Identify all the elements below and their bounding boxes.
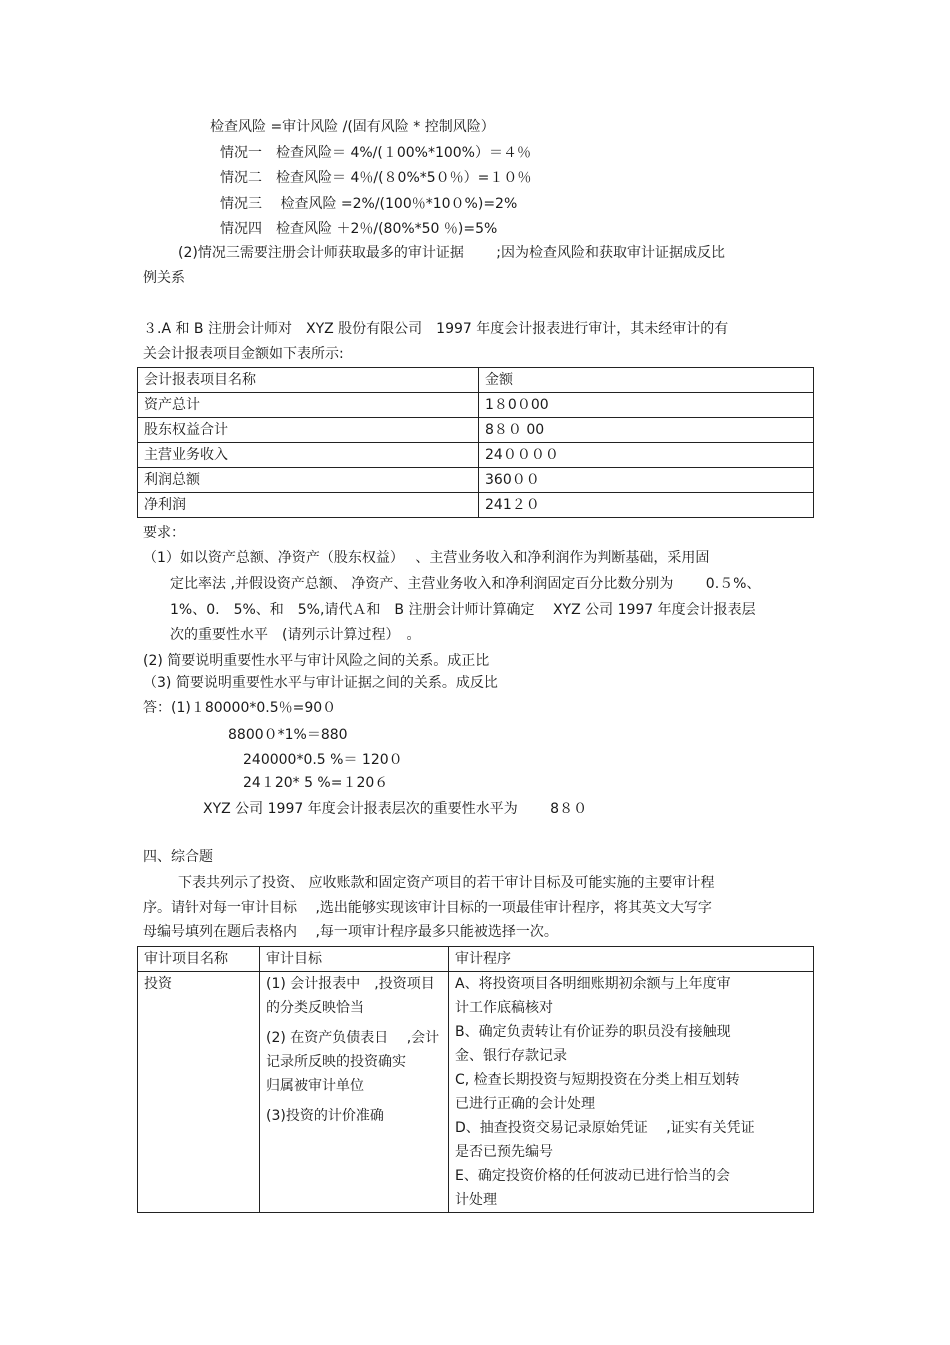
objective-1-line1: (1) 会计报表中 ,投资项目	[266, 976, 435, 992]
req3-line: （3) 简要说明重要性水平与审计证据之间的关系。成反比	[143, 675, 498, 691]
audit-objectives-cell	[260, 972, 449, 1213]
q3-intro-line2: 关会计报表项目金额如下表所示:	[143, 346, 344, 362]
answer2-line1: (2)情况三需要注册会计师获取最多的审计证据 ;因为检查风险和获取审计证据成反比	[178, 245, 725, 261]
table-row	[138, 468, 814, 493]
objective-2-line3: 归属被审计单位	[266, 1078, 364, 1094]
case4-line: 情况四 检查风险 ＋2％/(80%*50 ％)=5%	[220, 221, 498, 237]
audit-procedures-table	[137, 946, 814, 1213]
procedure-a-line2: 计工作底稿核对	[455, 1000, 553, 1016]
answer-line1: 答：(1)１80000*0.5％=90０	[143, 700, 337, 716]
objective-2-line2: 记录所反映的投资确实	[266, 1054, 406, 1070]
procedure-b-line2: 金、银行存款记录	[455, 1048, 567, 1064]
table-header-row	[138, 368, 814, 393]
header-item-name: 会计报表项目名称	[138, 368, 479, 393]
answer2-line2: 例关系	[143, 270, 185, 286]
audit-item-cell	[138, 972, 260, 1213]
amount-cell: 241２０	[479, 493, 814, 518]
objective-2-line1: (2) 在资产负债表日 ,会计	[266, 1030, 440, 1046]
header-audit-procedure: 审计程序	[449, 947, 814, 972]
objective-3-line1: (3)投资的计价准确	[266, 1108, 384, 1124]
amount-cell: 1８0０00	[479, 393, 814, 418]
table-row	[138, 443, 814, 468]
case3-line: 情况三 检查风险 =2%/(100％*10０%)=2%	[220, 196, 518, 212]
req1-line2: 定比率法 ,并假设资产总额、 净资产、主营业务收入和净利润固定百分比数分别为 0.５%、	[170, 576, 761, 592]
answer-line4: 24１20* 5 %=１20６	[243, 775, 389, 791]
section4-intro-line1: 下表共列示了投资、 应收账款和固定资产项目的若干审计目标及可能实施的主要审计程	[178, 875, 715, 891]
req1-line1: （1）如以资产总额、净资产（股东权益） 、主营业务收入和净利润作为判断基础，采用固	[143, 550, 710, 566]
item-name-cell: 股东权益合计	[138, 418, 479, 443]
table-row	[138, 972, 814, 1213]
procedure-d-line2: 是否已预先编号	[455, 1144, 553, 1160]
formula-line: 检查风险 =审计风险 /(固有风险 * 控制风险）	[210, 119, 495, 135]
amount-cell: 360００	[479, 468, 814, 493]
requirements-title: 要求：	[143, 525, 185, 541]
header-audit-item: 审计项目名称	[138, 947, 260, 972]
procedure-a-line1: A、将投资项目各明细账期初余额与上年度审	[455, 976, 731, 992]
amount-cell: 8８０ 00	[479, 418, 814, 443]
amount-cell: 24００００	[479, 443, 814, 468]
audit-procedures-cell	[449, 972, 814, 1213]
section4-intro-line2: 序。请针对每一审计目标 ,选出能够实现该审计目标的一项最佳审计程序，将其英文大写字	[143, 900, 712, 916]
req1-line4: 次的重要性水平 (请列示计算过程） 。	[170, 627, 421, 643]
item-name-cell: 净利润	[138, 493, 479, 518]
procedure-d-line1: D、抽查投资交易记录原始凭证 ,证实有关凭证	[455, 1120, 755, 1136]
objective-1-line2: 的分类反映恰当	[266, 1000, 364, 1016]
req2-line: (2) 简要说明重要性水平与审计风险之间的关系。成正比	[143, 653, 490, 669]
table-header-row	[138, 947, 814, 972]
audit-item-name: 投资	[144, 976, 172, 992]
procedure-c-line1: C, 检查长期投资与短期投资在分类上相互划转	[455, 1072, 740, 1088]
item-name-cell: 资产总计	[138, 393, 479, 418]
q3-intro-line1: ３.A 和 B 注册会计师对 XYZ 股份有限公司 1997 年度会计报表进行审计，其未经审计的有	[143, 321, 729, 337]
answer-line5: XYZ 公司 1997 年度会计报表层次的重要性水平为 8８０	[203, 801, 588, 817]
table-row	[138, 493, 814, 518]
financial-items-table	[137, 367, 814, 518]
procedure-e-line1: E、确定投资价格的任何波动已进行恰当的会	[455, 1168, 730, 1184]
answer-line2: 8800０*1%＝880	[228, 727, 348, 743]
section4-intro-line3: 母编号填列在题后表格内 ,每一项审计程序最多只能被选择一次。	[143, 924, 558, 940]
case1-line: 情况一 检查风险＝ 4%/(１00%*100%）＝４％	[220, 145, 531, 161]
item-name-cell: 利润总额	[138, 468, 479, 493]
section4-title: 四、综合题	[143, 849, 213, 865]
table-row	[138, 418, 814, 443]
req1-line3: 1%、0. 5%、和 5%,请代Ａ和 B 注册会计师计算确定 XYZ 公司 1997 年度会计报表层	[170, 602, 756, 618]
item-name-cell: 主营业务收入	[138, 443, 479, 468]
procedure-b-line1: B、确定负责转让有价证券的职员没有接触现	[455, 1024, 731, 1040]
header-amount: 金额	[479, 368, 814, 393]
answer-line3: 240000*0.5 %＝ 120０	[243, 752, 403, 768]
procedure-e-line2: 计处理	[455, 1192, 497, 1208]
case2-line: 情况二 检查风险＝ 4％/(８0%*5０％）=１０％	[220, 170, 532, 186]
header-audit-objective: 审计目标	[260, 947, 449, 972]
table-row	[138, 393, 814, 418]
procedure-c-line2: 已进行正确的会计处理	[455, 1096, 595, 1112]
